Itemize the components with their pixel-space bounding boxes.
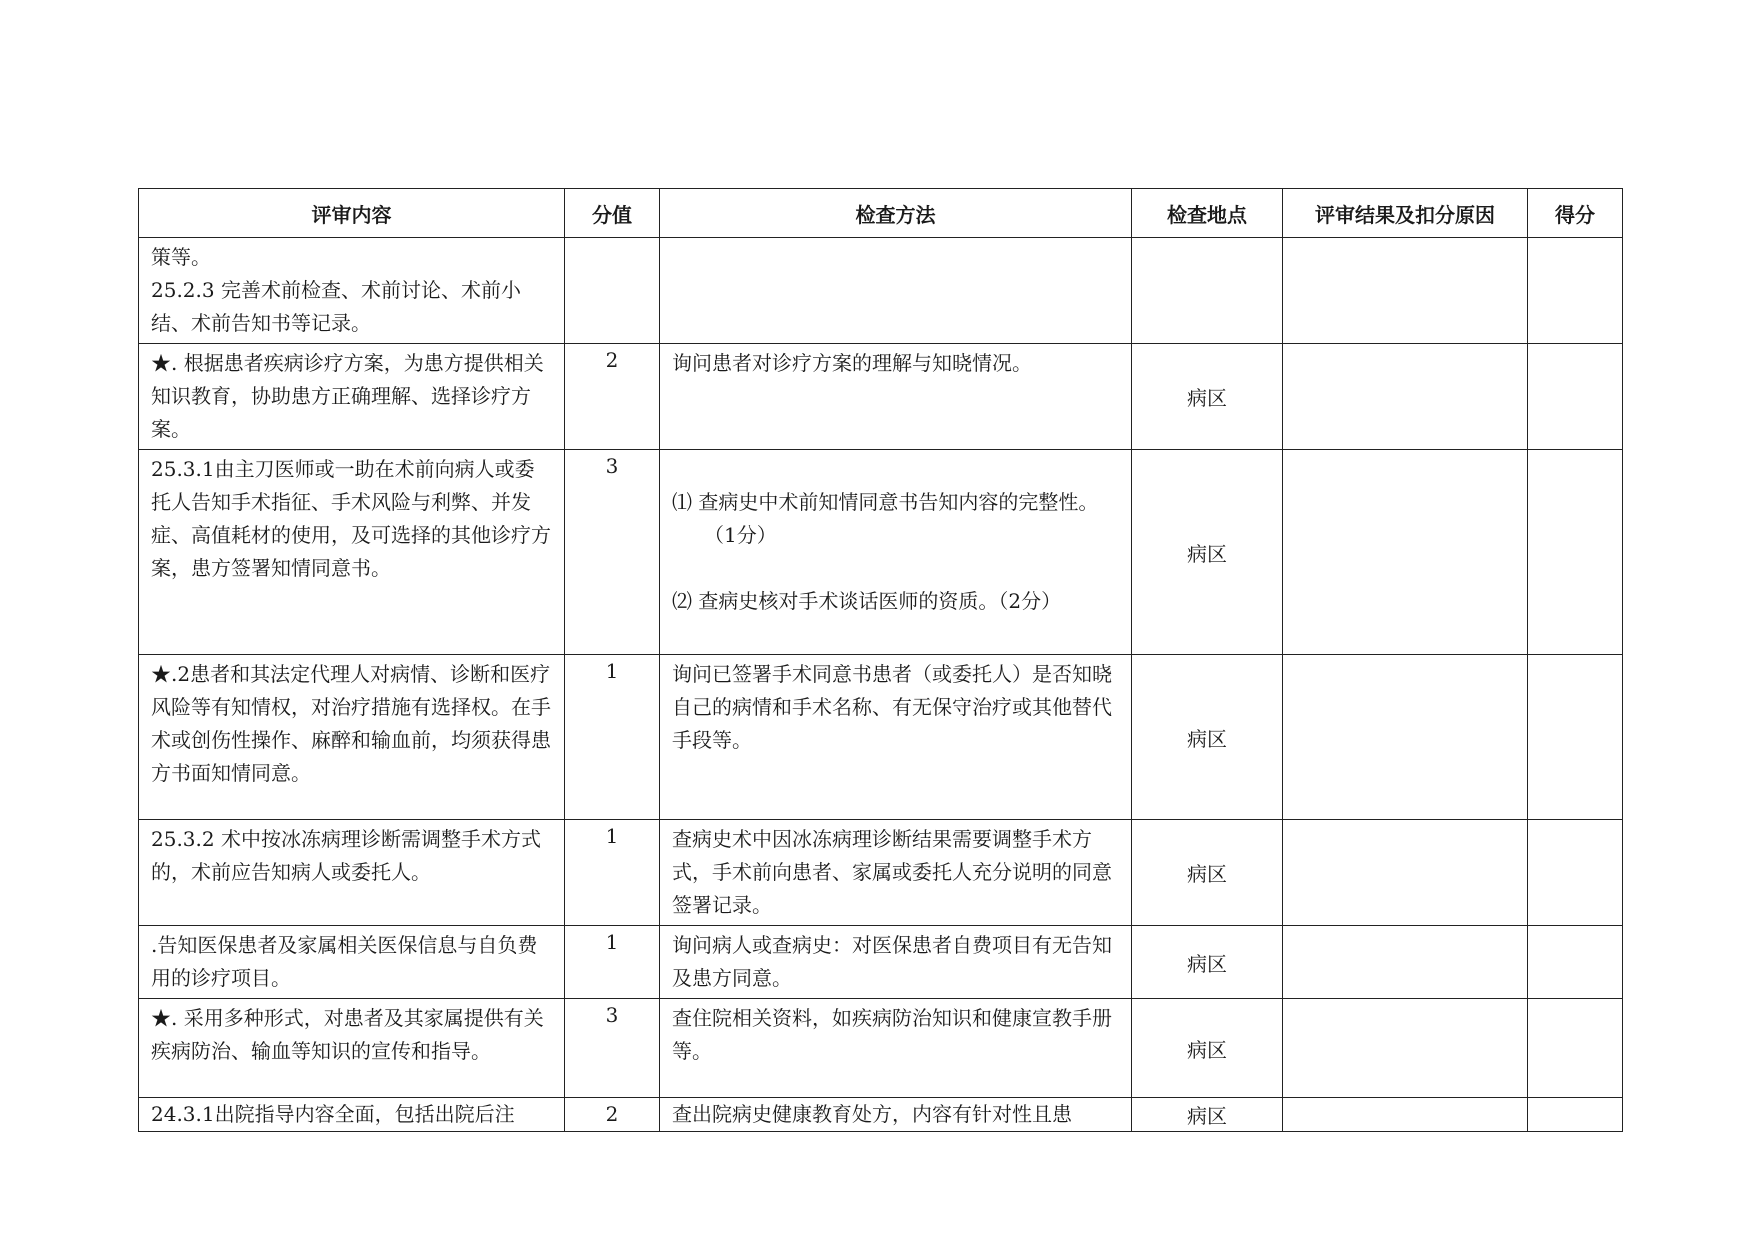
table-row xyxy=(139,238,1623,344)
content-cell: ★.2患者和其法定代理人对病情、诊断和医疗风险等有知情权，对治疗措施有选择权。在手术或创伤性操作、麻醉和输血前，均须获得患方书面知情同意。 xyxy=(139,655,565,820)
table-row xyxy=(139,820,1623,926)
score-cell: 3 xyxy=(565,999,660,1098)
score-cell: 2 xyxy=(565,1098,660,1132)
content-cell: .告知医保患者及家属相关医保信息与自负费用的诊疗项目。 xyxy=(139,926,565,999)
method-cell xyxy=(660,238,1132,344)
header-location: 检查地点 xyxy=(1132,189,1283,238)
header-score: 分值 xyxy=(565,189,660,238)
result-cell xyxy=(1283,1098,1528,1132)
points-cell xyxy=(1528,450,1623,655)
result-cell xyxy=(1283,450,1528,655)
header-content: 评审内容 xyxy=(139,189,565,238)
points-cell xyxy=(1528,926,1623,999)
location-cell: 病区 xyxy=(1132,999,1283,1098)
points-cell xyxy=(1528,344,1623,450)
content-cell: 25.3.2 术中按冰冻病理诊断需调整手术方式的，术前应告知病人或委托人。 xyxy=(139,820,565,926)
method-cell: 查出院病史健康教育处方，内容有针对性且患 xyxy=(660,1098,1132,1132)
method-cell: 询问患者对诊疗方案的理解与知晓情况。 xyxy=(660,344,1132,450)
location-cell xyxy=(1132,238,1283,344)
points-cell xyxy=(1528,999,1623,1098)
result-cell xyxy=(1283,655,1528,820)
table-row xyxy=(139,999,1623,1098)
location-cell: 病区 xyxy=(1132,344,1283,450)
method-cell xyxy=(660,450,1132,655)
result-cell xyxy=(1283,238,1528,344)
content-cell: 24.3.1出院指导内容全面，包括出院后注 xyxy=(139,1098,565,1132)
method-cell: 询问病人或查病史：对医保患者自费项目有无告知及患方同意。 xyxy=(660,926,1132,999)
header-method: 检查方法 xyxy=(660,189,1132,238)
header-result: 评审结果及扣分原因 xyxy=(1283,189,1528,238)
score-cell: 3 xyxy=(565,450,660,655)
table-row xyxy=(139,450,1623,655)
method-cell: 查住院相关资料，如疾病防治知识和健康宣教手册等。 xyxy=(660,999,1132,1098)
points-cell xyxy=(1528,655,1623,820)
table-row xyxy=(139,655,1623,820)
location-cell: 病区 xyxy=(1132,820,1283,926)
score-cell xyxy=(565,238,660,344)
content-cell: 25.3.1由主刀医师或一助在术前向病人或委托人告知手术指征、手术风险与利弊、并发症、高值耗材的使用，及可选择的其他诊疗方案，患方签署知情同意书。 xyxy=(139,450,565,655)
header-points: 得分 xyxy=(1528,189,1623,238)
table-row xyxy=(139,344,1623,450)
method-item: ⑴ 查病史中术前知情同意书告知内容的完整性。（1分） xyxy=(672,490,1099,547)
location-cell: 病区 xyxy=(1132,655,1283,820)
points-cell xyxy=(1528,820,1623,926)
review-table xyxy=(138,188,1623,1132)
method-item: ⑵ 查病史核对手术谈话医师的资质。（2分） xyxy=(672,589,1062,613)
method-cell: 询问已签署手术同意书患者（或委托人）是否知晓自己的病情和手术名称、有无保守治疗或其他替代手段等。 xyxy=(660,655,1132,820)
content-cell: ★. 根据患者疾病诊疗方案，为患方提供相关知识教育，协助患方正确理解、选择诊疗方案。 xyxy=(139,344,565,450)
score-cell: 1 xyxy=(565,820,660,926)
table-row xyxy=(139,926,1623,999)
score-cell: 2 xyxy=(565,344,660,450)
result-cell xyxy=(1283,820,1528,926)
score-cell: 1 xyxy=(565,655,660,820)
result-cell xyxy=(1283,344,1528,450)
result-cell xyxy=(1283,926,1528,999)
score-cell: 1 xyxy=(565,926,660,999)
method-cell: 查病史术中因冰冻病理诊断结果需要调整手术方式，手术前向患者、家属或委托人充分说明的同意签署记录。 xyxy=(660,820,1132,926)
points-cell xyxy=(1528,238,1623,344)
location-cell: 病区 xyxy=(1132,926,1283,999)
method-list xyxy=(660,450,1131,654)
header-row xyxy=(139,189,1623,238)
points-cell xyxy=(1528,1098,1623,1132)
location-cell: 病区 xyxy=(1132,450,1283,655)
content-cell: 策等。 25.2.3 完善术前检查、术前讨论、术前小结、术前告知书等记录。 xyxy=(139,238,565,344)
result-cell xyxy=(1283,999,1528,1098)
table-row xyxy=(139,1098,1623,1132)
content-cell: ★. 采用多种形式，对患者及其家属提供有关疾病防治、输血等知识的宣传和指导。 xyxy=(139,999,565,1098)
location-cell: 病区 xyxy=(1132,1098,1283,1132)
